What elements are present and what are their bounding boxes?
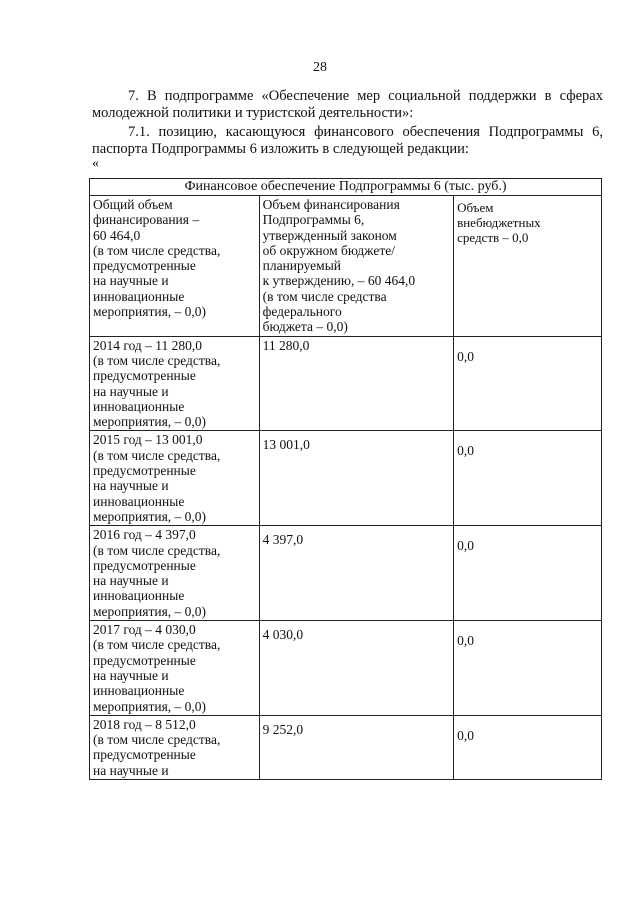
header-cell-line: планируемый	[262, 258, 342, 274]
header-cell-line: инновационные	[93, 288, 185, 304]
header-cell-line: федерального	[262, 304, 342, 320]
cell-line: (в том числе средства,	[93, 542, 221, 558]
row-budget-cell: 13 001,0	[259, 431, 453, 526]
cell-line: 2017 год – 4 030,0	[93, 622, 196, 638]
row-extrabudget-cell: 0,0	[454, 431, 602, 526]
cell-line: предусмотренные	[93, 368, 196, 384]
header-cell-line: Объем	[457, 200, 494, 215]
header-cell-line: предусмотренные	[93, 258, 196, 274]
row-budget-cell: 4 397,0	[259, 526, 453, 621]
cell-line: предусмотренные	[93, 747, 196, 763]
cell-line: 2014 год – 11 280,0	[93, 337, 203, 353]
cell-line: (в том числе средства,	[93, 637, 221, 653]
page-number: 28	[313, 60, 327, 75]
cell-line: на научные и	[93, 667, 169, 683]
paragraph-subprogram-7: 7. В подпрограмме «Обеспечение мер социальной поддержки в сферах молодежной политики и туристской деятельности»:	[92, 88, 603, 121]
row-extrabudget-cell: 0,0	[454, 715, 602, 779]
cell-line: (в том числе средства,	[93, 447, 221, 463]
cell-line: мероприятия, – 0,0)	[93, 414, 207, 430]
row-year-cell	[90, 526, 260, 621]
row-extrabudget-cell: 0,0	[454, 526, 602, 621]
header-cell-line: 60 464,0	[93, 227, 141, 243]
header-cell-line: (в том числе средства	[262, 288, 387, 304]
cell-line: инновационные	[93, 493, 185, 509]
cell-line: на научные и	[93, 383, 169, 399]
header-cell-line: к утверждению, – 60 464,0	[262, 273, 416, 289]
header-extrabudgetary	[454, 196, 602, 337]
cell-line: 2015 год – 13 001,0	[93, 432, 203, 448]
header-cell-line: об окружном бюджете/	[262, 242, 395, 258]
table-row	[90, 621, 602, 716]
table-row	[90, 336, 602, 431]
cell-line: на научные и	[93, 478, 169, 494]
header-cell-line: мероприятия, – 0,0)	[93, 304, 207, 320]
header-cell-line: на научные и	[93, 273, 169, 289]
table-row	[90, 526, 602, 621]
cell-line: мероприятия, – 0,0)	[93, 508, 207, 524]
row-budget-cell: 4 030,0	[259, 621, 453, 716]
header-total-funding	[90, 196, 260, 337]
cell-line: (в том числе средства,	[93, 732, 221, 748]
row-extrabudget-cell: 0,0	[454, 336, 602, 431]
header-budget-funding	[259, 196, 453, 337]
header-cell-line: Подпрограммы 6,	[262, 212, 365, 228]
header-cell-line: бюджета – 0,0)	[262, 319, 348, 335]
row-year-cell	[90, 715, 260, 779]
opening-quote: «	[92, 156, 99, 171]
cell-line: мероприятия, – 0,0)	[93, 698, 207, 714]
cell-line: на научные и	[93, 573, 169, 589]
cell-line: 2018 год – 8 512,0	[93, 716, 196, 732]
row-budget-cell: 9 252,0	[259, 715, 453, 779]
cell-line: на научные и	[93, 762, 169, 778]
row-year-cell	[90, 621, 260, 716]
row-budget-cell: 11 280,0	[259, 336, 453, 431]
table-row	[90, 715, 602, 779]
paragraph-position-7-1: 7.1. позицию, касающуюся финансового обеспечения Подпрограммы 6, паспорта Подпрограммы 6 изложить в следующей редакции:	[92, 124, 603, 157]
financing-table	[89, 178, 602, 780]
cell-line: мероприятия, – 0,0)	[93, 603, 207, 619]
cell-line: инновационные	[93, 683, 185, 699]
row-extrabudget-cell: 0,0	[454, 621, 602, 716]
header-cell-line: Объем финансирования	[262, 197, 400, 212]
cell-line: инновационные	[93, 398, 185, 414]
table-row	[90, 431, 602, 526]
table-header-row	[90, 196, 602, 337]
cell-line: инновационные	[93, 588, 185, 604]
cell-line: предусмотренные	[93, 652, 196, 668]
cell-line: предусмотренные	[93, 557, 196, 573]
header-cell-line: Общий объем	[93, 197, 173, 212]
header-cell-line: утвержденный законом	[262, 227, 397, 243]
table-title: Финансовое обеспечение Подпрограммы 6 (тыс. руб.)	[90, 179, 602, 196]
cell-line: (в том числе средства,	[93, 352, 221, 368]
header-cell-line: (в том числе средства,	[93, 242, 221, 258]
row-year-cell	[90, 431, 260, 526]
row-year-cell	[90, 336, 260, 431]
header-cell-line: внебюджетных	[457, 215, 541, 230]
cell-line: 2016 год – 4 397,0	[93, 527, 196, 543]
header-cell-line: средств – 0,0	[457, 230, 529, 245]
header-cell-line: финансирования –	[93, 212, 200, 228]
cell-line: предусмотренные	[93, 463, 196, 479]
